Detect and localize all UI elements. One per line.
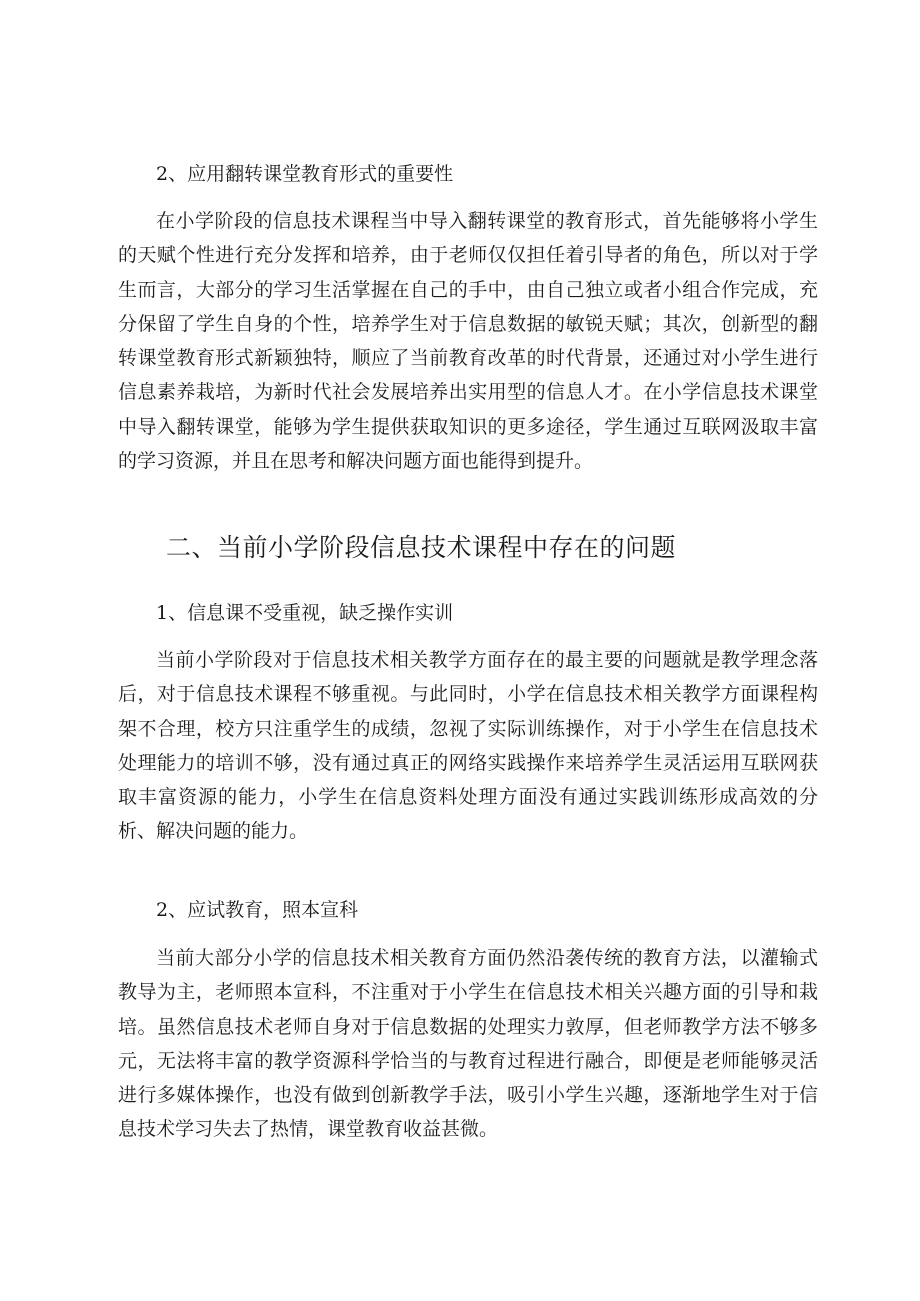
paragraph-importance: 在小学阶段的信息技术课程当中导入翻转课堂的教育形式，首先能够将小学生的天赋个性进行充分发挥和培养，由于老师仅仅担任着引导者的角色，所以对于学生而言，大部分的学习生活掌握在自己的手中，由自己独立或者小组合作完成，充分保留了学生自身的个性，培养学生对于信息数据的敏锐天赋；其次，创新型的翻转课堂教育形式新颖独特，顺应了当前教育改革的时代背景，还通过对小学生进行信息素养栽培，为新时代社会发展培养出实用型的信息人才。在小学信息技术课堂中导入翻转课堂，能够为学生提供获取知识的更多途径，学生通过互联网汲取丰富的学习资源，并且在思考和解决问题方面也能得到提升。: [118, 210, 818, 473]
section-heading-problems: 二、当前小学阶段信息技术课程中存在的问题: [166, 533, 677, 562]
subheading-importance: 2、应用翻转课堂教育形式的重要性: [156, 163, 454, 185]
subheading-exam-oriented: 2、应试教育，照本宣科: [156, 899, 359, 921]
subheading-not-valued: 1、信息课不受重视，缺乏操作实训: [156, 602, 454, 624]
paragraph-exam-oriented: 当前大部分小学的信息技术相关教育方面仍然沿袭传统的教育方法，以灌输式教导为主，老师照本宣科，不注重对于小学生在信息技术相关兴趣方面的引导和栽培。虽然信息技术老师自身对于信息数据的处理实力敦厚，但老师教学方法不够多元，无法将丰富的教学资源科学恰当的与教育过程进行融合，即便是老师能够灵活进行多媒体操作，也没有做到创新教学手法，吸引小学生兴趣，逐渐地学生对于信息技术学习失去了热情，课堂教育收益甚微。: [118, 947, 818, 1141]
paragraph-not-valued: 当前小学阶段对于信息技术相关教学方面存在的最主要的问题就是教学理念落后，对于信息技术课程不够重视。与此同时，小学在信息技术相关教学方面课程构架不合理，校方只注重学生的成绩，忽视了实际训练操作，对于小学生在信息技术处理能力的培训不够，没有通过真正的网络实践操作来培养学生灵活运用互联网获取丰富资源的能力，小学生在信息资料处理方面没有通过实践训练形成高效的分析、解决问题的能力。: [118, 649, 818, 843]
